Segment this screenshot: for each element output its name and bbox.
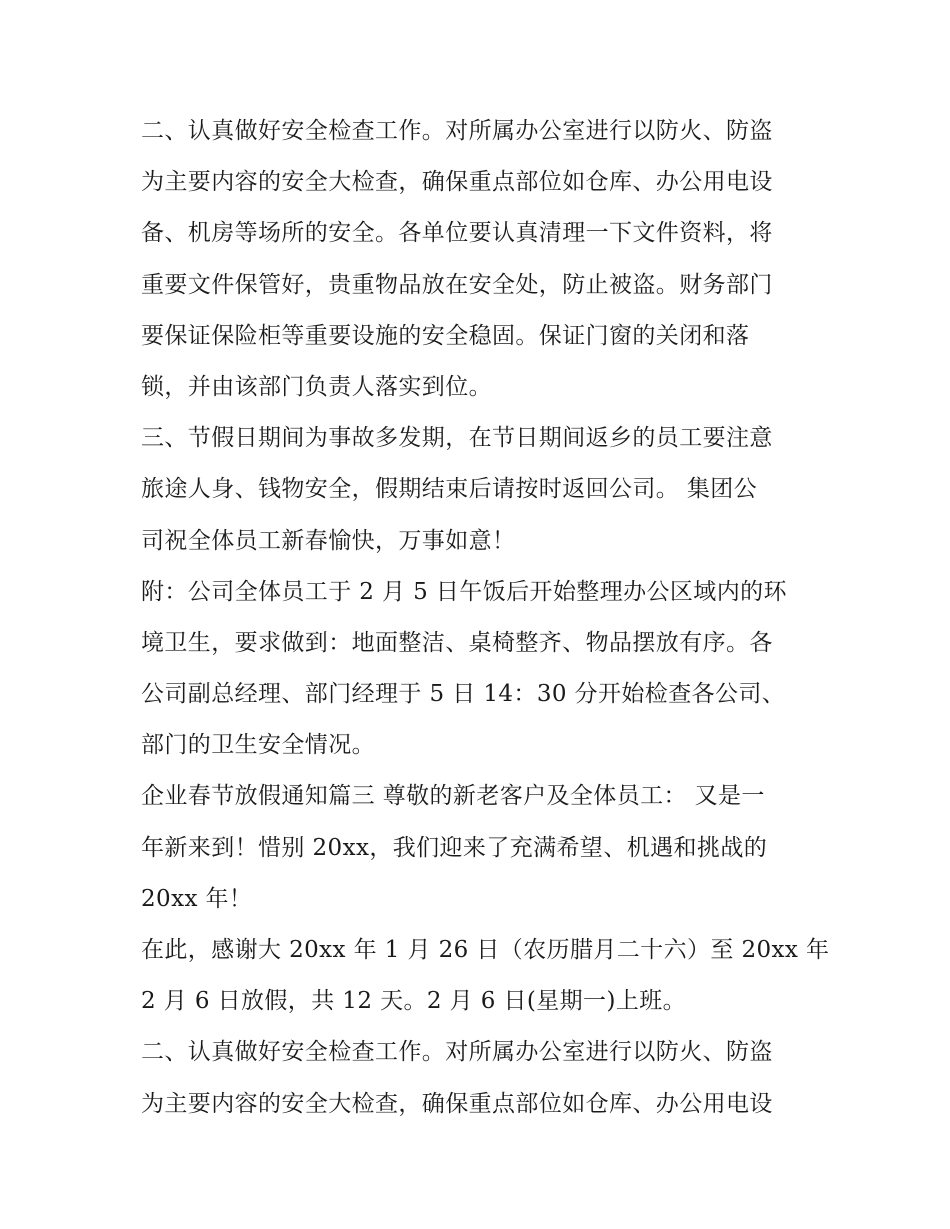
document-body: [141, 106, 830, 1130]
text-line: 境卫生，要求做到：地面整洁、桌椅整齐、物品摆放有序。各: [141, 629, 773, 656]
text-line: 旅途人身、钱物安全，假期结束后请按时返回公司。 集团公: [141, 476, 758, 503]
text-line: 为主要内容的安全大检查，确保重点部位如仓库、办公用电设: [141, 169, 773, 196]
text-line: 年新来到！惜别 20xx，我们迎来了充满希望、机遇和挑战的: [141, 834, 768, 861]
text-line: 二、认真做好安全检查工作。对所属办公室进行以防火、防盗: [141, 1039, 773, 1066]
text-line: 2 月 6 日放假，共 12 天。2 月 6 日(星期一)上班。: [141, 988, 687, 1015]
text-line: 附：公司全体员工于 2 月 5 日午饭后开始整理办公区域内的环: [141, 578, 787, 605]
text-line: 二、认真做好安全检查工作。对所属办公室进行以防火、防盗: [141, 118, 773, 144]
text-line: 司祝全体员工新春愉快，万事如意！: [141, 527, 516, 554]
text-line: 20xx 年！: [141, 885, 253, 912]
text-line: 企业春节放假通知篇三 尊敬的新老客户及全体员工： 又是一: [141, 783, 765, 810]
text-line: 公司副总经理、部门经理于 5 日 14：30 分开始检查各公司、: [141, 681, 786, 708]
text-line: 部门的卫生安全情况。: [141, 732, 375, 759]
text-line: 在此，感谢大 20xx 年 1 月 26 日（农历腊月二十六）至 20xx 年: [141, 937, 830, 963]
text-line: 锁，并由该部门负责人落实到位。: [141, 373, 492, 400]
text-line: 要保证保险柜等重要设施的安全稳固。保证门窗的关闭和落: [141, 322, 750, 349]
text-line: 重要文件保管好，贵重物品放在安全处，防止被盗。财务部门: [141, 271, 773, 298]
text-line: 为主要内容的安全大检查，确保重点部位如仓库、办公用电设: [141, 1090, 773, 1117]
text-line: 三、节假日期间为事故多发期，在节日期间返乡的员工要注意: [141, 425, 773, 452]
text-line: 备、机房等场所的安全。各单位要认真清理一下文件资料，将: [141, 220, 773, 247]
